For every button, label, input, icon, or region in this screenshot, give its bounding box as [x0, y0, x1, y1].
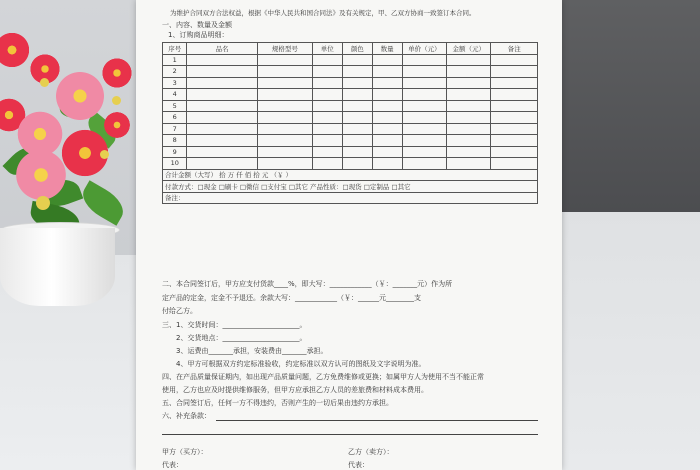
table-cell [402, 123, 446, 135]
table-cell [312, 146, 342, 158]
table-cell [187, 100, 257, 112]
table-cell [187, 135, 257, 147]
col-header: 单位 [312, 43, 342, 55]
table-cell [187, 66, 257, 78]
clause-3: 三、1、交货时间：______________________。 [162, 321, 307, 329]
total-amount: 合计金额（大写） 拾 万 仟 佰 拾 元 （￥ ） [163, 169, 538, 181]
table-cell [491, 123, 538, 135]
clause-3-3: 3、运费由_______承担，安装费由_______承担。 [176, 347, 328, 355]
table-cell [312, 158, 342, 170]
table-cell [187, 146, 257, 158]
table-cell [447, 146, 491, 158]
table-cell [342, 89, 372, 101]
table-cell [312, 112, 342, 124]
remark-row [163, 192, 538, 204]
red-flower [102, 110, 132, 140]
table-cell [342, 135, 372, 147]
order-table [162, 42, 538, 204]
table-cell [342, 54, 372, 66]
remark: 备注： [163, 192, 538, 204]
table-cell [257, 135, 312, 147]
table-cell [447, 123, 491, 135]
party-b-label: 乙方（卖方）： [348, 448, 394, 456]
table-cell [187, 54, 257, 66]
clause-4b: 使用，乙方也应及时提供维修服务，但甲方应承担乙方人员的差旅费和材料成本费用。 [162, 386, 428, 394]
flower-bud [40, 78, 49, 87]
table-cell [372, 146, 402, 158]
row-number: 3 [163, 77, 187, 89]
table-cell [491, 89, 538, 101]
table-cell [447, 158, 491, 170]
clause-6: 六、补充条款： [162, 412, 211, 420]
row-number: 6 [163, 112, 187, 124]
table-cell [447, 54, 491, 66]
table-cell [257, 112, 312, 124]
table-cell [342, 100, 372, 112]
table-cell [257, 54, 312, 66]
payment-method: 付款方式：□现金 □刷卡 □微信 □支付宝 □其它 产品性质：□现货 □定制品 □其它 [163, 181, 538, 193]
table-cell [447, 66, 491, 78]
section-title: 一、内容、数量及金额 [162, 21, 232, 29]
table-row [163, 135, 538, 147]
table-cell [187, 77, 257, 89]
table-cell [257, 158, 312, 170]
table-cell [342, 158, 372, 170]
table-cell [491, 100, 538, 112]
table-cell [402, 146, 446, 158]
table-cell [187, 158, 257, 170]
contract-paper [136, 0, 562, 470]
table-cell [372, 123, 402, 135]
table-row [163, 66, 538, 78]
table-cell [402, 100, 446, 112]
row-number: 5 [163, 100, 187, 112]
table-cell [491, 66, 538, 78]
row-number: 4 [163, 89, 187, 101]
table-header-row [163, 43, 538, 55]
col-header: 数量 [372, 43, 402, 55]
row-number: 8 [163, 135, 187, 147]
table-cell [491, 77, 538, 89]
flower-bud [100, 150, 109, 159]
row-number: 7 [163, 123, 187, 135]
table-cell [447, 77, 491, 89]
flower-bud [112, 96, 121, 105]
table-row [163, 146, 538, 158]
representative-a-label: 代表： [162, 461, 183, 469]
table-cell [447, 112, 491, 124]
table-cell [257, 123, 312, 135]
flower-bud [36, 196, 50, 210]
table-cell [402, 89, 446, 101]
table-cell [402, 135, 446, 147]
row-number: 9 [163, 146, 187, 158]
table-cell [312, 54, 342, 66]
white-flower-pot [0, 228, 115, 306]
table-cell [187, 123, 257, 135]
supplement-line [216, 420, 538, 421]
table-cell [312, 135, 342, 147]
table-row [163, 100, 538, 112]
table-cell [447, 135, 491, 147]
payment-row [163, 181, 538, 193]
row-number: 1 [163, 54, 187, 66]
clause-5: 五、合同签订后，任何一方不得违约，否则产生的一切后果由违约方承担。 [162, 399, 393, 407]
representative-b-label: 代表： [348, 461, 369, 469]
table-cell [372, 100, 402, 112]
table-cell [257, 146, 312, 158]
table-cell [257, 89, 312, 101]
row-number: 2 [163, 66, 187, 78]
table-cell [342, 112, 372, 124]
table-cell [312, 66, 342, 78]
table-cell [312, 77, 342, 89]
table-surface-right [560, 212, 700, 470]
table-cell [187, 89, 257, 101]
table-cell [372, 77, 402, 89]
col-header: 颜色 [342, 43, 372, 55]
table-cell [257, 66, 312, 78]
party-a-label: 甲方（买方）： [162, 448, 208, 456]
col-header: 序号 [163, 43, 187, 55]
table-cell [447, 100, 491, 112]
clause-2: 二、本合同签订后，甲方应支付货款____%，即大写：____________（￥：_______元）作为所 [162, 280, 453, 288]
table-cell [402, 54, 446, 66]
table-cell [312, 123, 342, 135]
table-row [163, 54, 538, 66]
col-header: 金额（元） [447, 43, 491, 55]
total-row [163, 169, 538, 181]
table-cell [402, 112, 446, 124]
col-header: 品名 [187, 43, 257, 55]
section-subtitle: 1、订购商品明细： [168, 31, 229, 39]
table-cell [312, 100, 342, 112]
table-cell [491, 135, 538, 147]
table-cell [372, 66, 402, 78]
intro-text: 为维护合同双方合法权益，根据《中华人民共和国合同法》及有关规定，甲、乙双方协商一致签订本合同。 [170, 9, 476, 17]
table-cell [491, 54, 538, 66]
col-header: 规格型号 [257, 43, 312, 55]
table-cell [342, 66, 372, 78]
col-header: 单价（元） [402, 43, 446, 55]
col-header: 备注 [491, 43, 538, 55]
clause-3-2: 2、交货地点：______________________。 [176, 334, 307, 342]
clause-2c: 付给乙方。 [162, 307, 197, 315]
table-cell [372, 158, 402, 170]
table-cell [447, 89, 491, 101]
table-cell [342, 77, 372, 89]
table-cell [342, 123, 372, 135]
row-number: 10 [163, 158, 187, 170]
supplement-line [162, 434, 538, 435]
table-cell [372, 112, 402, 124]
table-cell [257, 100, 312, 112]
table-cell [402, 158, 446, 170]
table-cell [342, 146, 372, 158]
clause-2b: 定产品的定金，定金不予退还。余款大写：____________（￥：______元________支 [162, 294, 421, 302]
table-row [163, 123, 538, 135]
table-cell [372, 54, 402, 66]
table-cell [257, 77, 312, 89]
table-cell [187, 112, 257, 124]
table-cell [491, 158, 538, 170]
table-cell [372, 89, 402, 101]
table-cell [402, 77, 446, 89]
clause-4: 四、在产品质量保证期内，如出现产品质量问题，乙方免费维修或更换；如属甲方人为使用不当不能正常 [162, 373, 484, 381]
table-cell [402, 66, 446, 78]
table-row [163, 77, 538, 89]
clause-3-4: 4、甲方可根据双方约定标准验收，约定标准以双方认可的图纸及文字说明为准。 [176, 360, 426, 368]
table-cell [312, 89, 342, 101]
table-cell [491, 146, 538, 158]
table-cell [372, 135, 402, 147]
table-row [163, 158, 538, 170]
table-row [163, 112, 538, 124]
table-row [163, 89, 538, 101]
red-flower [100, 56, 134, 90]
table-cell [491, 112, 538, 124]
